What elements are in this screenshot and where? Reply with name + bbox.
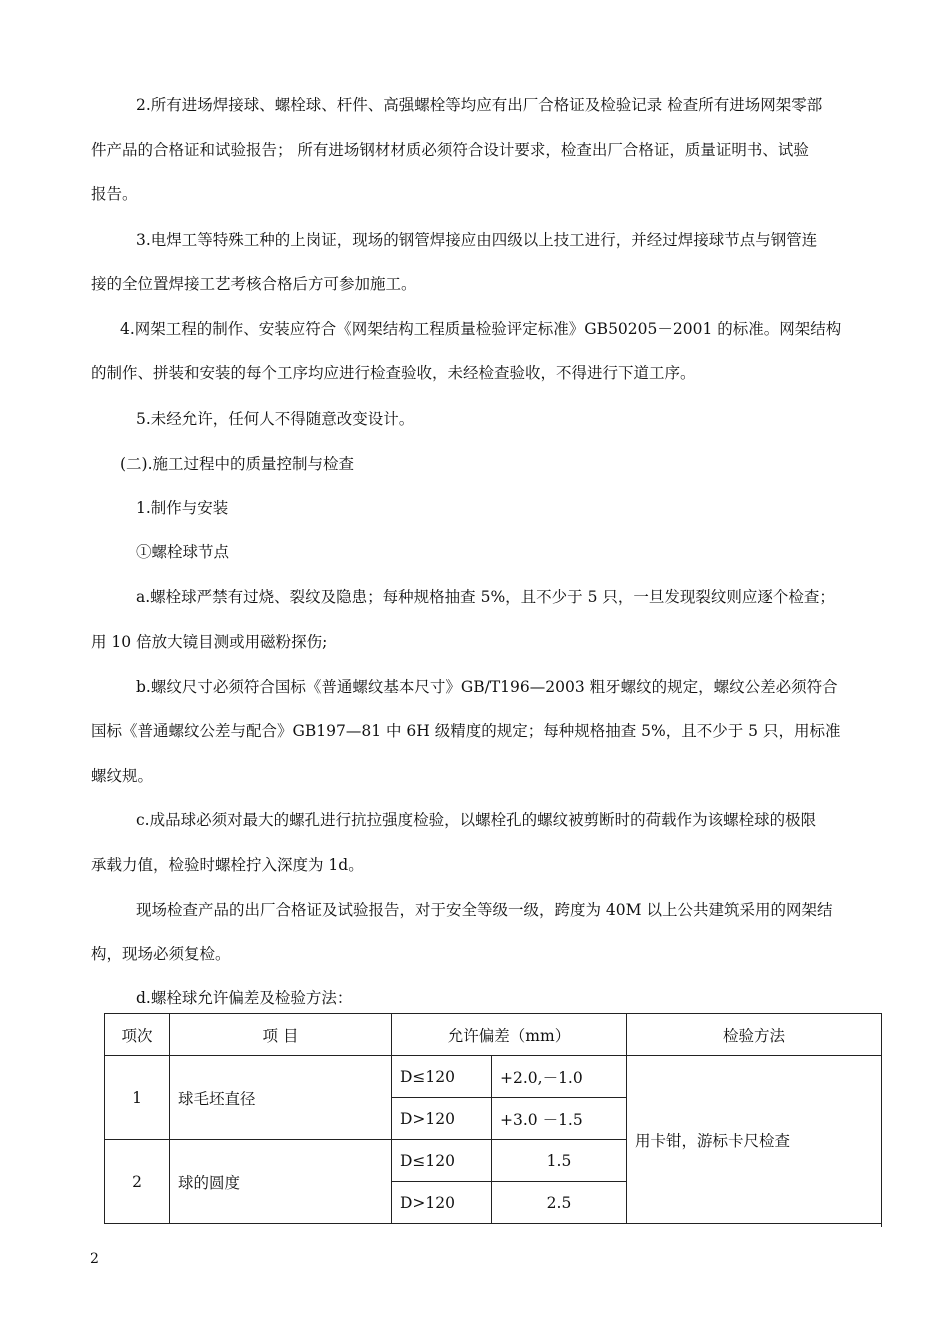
row-condition: D>120: [392, 1098, 492, 1140]
table-row: [105, 1056, 882, 1098]
row-condition: D>120: [392, 1182, 492, 1224]
paragraph-line: 国标《普通螺纹公差与配合》GB197—81 中 6H 级精度的规定；每种规格抽查 5%，且不少于 5 只，用标准: [91, 722, 841, 740]
row-item: 球的圆度: [170, 1140, 392, 1224]
tolerance-table: [104, 1013, 882, 1224]
row-item: 球毛坯直径: [170, 1056, 392, 1140]
row-no: 1: [105, 1056, 170, 1140]
paragraph-line: 4.网架工程的制作、安装应符合《网架结构工程质量检验评定标准》GB50205－2001 的标准。网架结构: [120, 320, 842, 338]
paragraph-line: 接的全位置焊接工艺考核合格后方可参加施工。: [91, 275, 417, 293]
table-caption: d.螺栓球允许偏差及检验方法：: [136, 989, 353, 1007]
paragraph-line: 5.未经允许，任何人不得随意改变设计。: [136, 410, 415, 428]
row-value: +2.0,－1.0: [492, 1056, 627, 1098]
header-item: 项 目: [170, 1014, 392, 1056]
header-method: 检验方法: [627, 1014, 882, 1056]
paragraph-line: 构，现场必须复检。: [91, 945, 231, 963]
paragraph-line: a.螺栓球严禁有过烧、裂纹及隐患；每种规格抽查 5%，且不少于 5 只，一旦发现裂纹则应逐个检查；: [136, 588, 835, 606]
header-no: 项次: [105, 1014, 170, 1056]
row-condition: D≤120: [392, 1056, 492, 1098]
page-number: 2: [90, 1251, 99, 1267]
paragraph-line: 现场检查产品的出厂合格证及试验报告，对于安全等级一级，跨度为 40M 以上公共建筑采用的网架结: [136, 901, 833, 919]
subsection-heading: ①螺栓球节点: [136, 543, 230, 561]
paragraph-line: b.螺纹尺寸必须符合国标《普通螺纹基本尺寸》GB/T196—2003 粗牙螺纹的规定，螺纹公差必须符合: [136, 678, 838, 696]
header-tolerance: 允许偏差（mm）: [392, 1014, 627, 1056]
paragraph-line: 用 10 倍放大镜目测或用磁粉探伤;: [91, 633, 328, 651]
table-double-border: [878, 1013, 882, 1227]
paragraph-line: 承载力值，检验时螺栓拧入深度为 1d。: [91, 856, 364, 874]
row-condition: D≤120: [392, 1140, 492, 1182]
row-value: +3.0 －1.5: [492, 1098, 627, 1140]
section-heading: (二).施工过程中的质量控制与检查: [120, 455, 355, 473]
paragraph-line: 螺纹规。: [91, 767, 154, 785]
paragraph-line: c.成品球必须对最大的螺孔进行抗拉强度检验，以螺栓孔的螺纹被剪断时的荷载作为该螺栓球的极限: [136, 811, 817, 829]
paragraph-line: 报告。: [91, 185, 138, 203]
method-cell: 用卡钳，游标卡尺检查: [627, 1056, 882, 1224]
paragraph-line: 的制作、拼装和安装的每个工序均应进行检查验收，未经检查验收，不得进行下道工序。: [91, 364, 696, 382]
table-header-row: [105, 1014, 882, 1056]
paragraph-line: 3.电焊工等特殊工种的上岗证，现场的钢管焊接应由四级以上技工进行，并经过焊接球节点与钢管连: [136, 231, 818, 249]
row-value: 1.5: [492, 1140, 627, 1182]
paragraph-line: 件产品的合格证和试验报告； 所有进场钢材材质必须符合设计要求，检查出厂合格证，质量证明书、试验: [91, 141, 809, 159]
row-no: 2: [105, 1140, 170, 1224]
paragraph-line: 2.所有进场焊接球、螺栓球、杆件、高强螺栓等均应有出厂合格证及检验记录 检查所有进场网架零部: [136, 96, 823, 114]
subsection-heading: 1.制作与安装: [136, 499, 229, 517]
row-value: 2.5: [492, 1182, 627, 1224]
